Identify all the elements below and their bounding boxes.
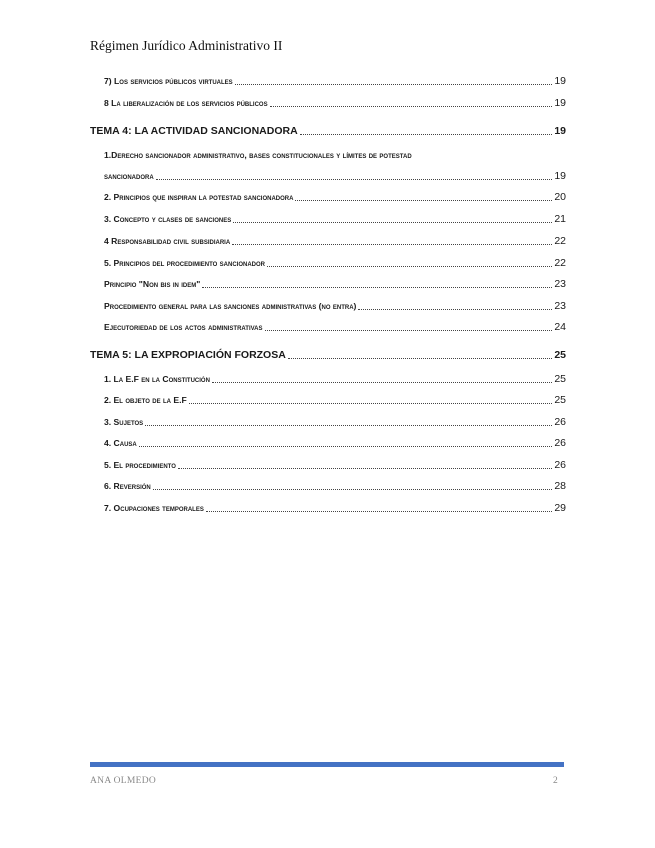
toc-leader-dots [145, 424, 552, 426]
toc-entry[interactable] [104, 279, 566, 290]
toc-leader-dots [156, 178, 553, 180]
toc-entry-text: 1. La E.F en la Constitución [104, 374, 210, 384]
toc-leader-dots [212, 381, 552, 383]
toc-entry-page: 26 [554, 437, 566, 449]
toc-leader-dots [265, 329, 553, 331]
toc-leader-dots [178, 467, 552, 469]
toc-entry-page: 20 [554, 191, 566, 203]
toc-leader-dots [235, 83, 553, 85]
footer-page-number: 2 [553, 776, 558, 786]
toc-entry-page: 25 [554, 373, 566, 385]
toc-entry[interactable] [104, 98, 566, 109]
toc-entry-page: 25 [554, 394, 566, 406]
toc-entry-text: 5. El procedimiento [104, 460, 176, 470]
toc-chapter-tema-4[interactable] [90, 126, 566, 137]
toc-entry[interactable] [104, 192, 566, 203]
toc-entry[interactable] [104, 481, 566, 492]
toc-entry[interactable] [104, 395, 566, 406]
toc-entry-page: 22 [554, 257, 566, 269]
toc-entry-page: 23 [554, 300, 566, 312]
toc-entry-text: 7) Los servicios públicos virtuales [104, 76, 233, 86]
toc-entry[interactable] [104, 438, 566, 449]
toc-leader-dots [267, 265, 552, 267]
toc-entry-page: 21 [554, 213, 566, 225]
toc-leader-dots [232, 243, 552, 245]
toc-entry-text: Ejecutoriedad de los actos administrativas [104, 322, 263, 332]
toc-entry[interactable] [104, 171, 566, 182]
toc-entry[interactable] [104, 258, 566, 269]
toc-entry-page: 26 [554, 459, 566, 471]
toc-entry-text: 2. El objeto de la E.F [104, 395, 187, 405]
toc-entry-text: 8 La liberalización de los servicios públicos [104, 98, 268, 108]
toc-entry[interactable] [104, 214, 566, 225]
toc-leader-dots [139, 445, 553, 447]
toc-entry-page: 19 [554, 170, 566, 182]
toc-entry-page: 19 [554, 97, 566, 109]
toc-entry-text: 5. Principios del procedimiento sancionador [104, 258, 266, 268]
toc-chapter-page: 25 [554, 349, 566, 361]
toc-entry-text: 4 Responsabilidad civil subsidiaria [104, 236, 231, 246]
toc-chapter-text: TEMA 5: LA EXPROPIACIÓN FORZOSA [90, 349, 286, 361]
toc-entry[interactable] [104, 76, 566, 87]
toc-entry-text: 1.Derecho sancionador administrativo, bases constitucionales y límites de potestad [104, 150, 412, 160]
toc-entry-page: 28 [554, 480, 566, 492]
toc-chapter-text: TEMA 4: LA ACTIVIDAD SANCIONADORA [90, 125, 298, 137]
toc-leader-dots [202, 286, 552, 288]
toc-leader-dots [233, 221, 552, 223]
toc-entry-text: 4. Causa [104, 438, 137, 448]
toc-chapter-page: 19 [554, 125, 566, 137]
toc-entry[interactable] [104, 374, 566, 385]
toc-entry-text: 7. Ocupaciones temporales [104, 503, 204, 513]
toc-leader-dots [288, 357, 552, 359]
toc-entry[interactable] [104, 460, 566, 471]
toc-entry-text: 3. Sujetos [104, 417, 144, 427]
toc-entry[interactable] [104, 417, 566, 428]
toc-entry-text: 2. Principios que inspiran la potestad sancionadora [104, 192, 294, 202]
footer-rule [90, 762, 564, 767]
toc-entry-page: 23 [554, 278, 566, 290]
toc-leader-dots [295, 199, 552, 201]
toc-chapter-tema-5[interactable] [90, 350, 566, 361]
toc-leader-dots [189, 402, 553, 404]
toc-entry-page: 29 [554, 502, 566, 514]
toc-entry-page: 24 [554, 321, 566, 333]
toc-entry-page: 22 [554, 235, 566, 247]
toc-leader-dots [206, 510, 552, 512]
toc-entry[interactable] [104, 322, 566, 333]
footer-author: ANA OLMEDO [90, 776, 157, 786]
toc-entry-first-line[interactable] [104, 150, 566, 161]
toc-leader-dots [300, 133, 553, 135]
page-header-title: Régimen Jurídico Administrativo II [90, 38, 283, 53]
toc-leader-dots [358, 308, 552, 310]
toc-entry[interactable] [104, 301, 566, 312]
toc-entry-page: 26 [554, 416, 566, 428]
toc-leader-dots [270, 105, 553, 107]
toc-entry[interactable] [104, 236, 566, 247]
toc-entry-text: 3. Concepto y clases de sanciones [104, 214, 232, 224]
toc-entry-text: sancionadora [104, 171, 154, 181]
toc-entry-page: 19 [554, 75, 566, 87]
toc-entry-text: 6. Reversión [104, 481, 151, 491]
toc-entry[interactable] [104, 503, 566, 514]
toc-entry-text: Procedimiento general para las sanciones administrativas (no entra) [104, 301, 357, 311]
toc-entry-text: Principio "Non bis in idem" [104, 279, 201, 289]
toc-leader-dots [153, 488, 553, 490]
